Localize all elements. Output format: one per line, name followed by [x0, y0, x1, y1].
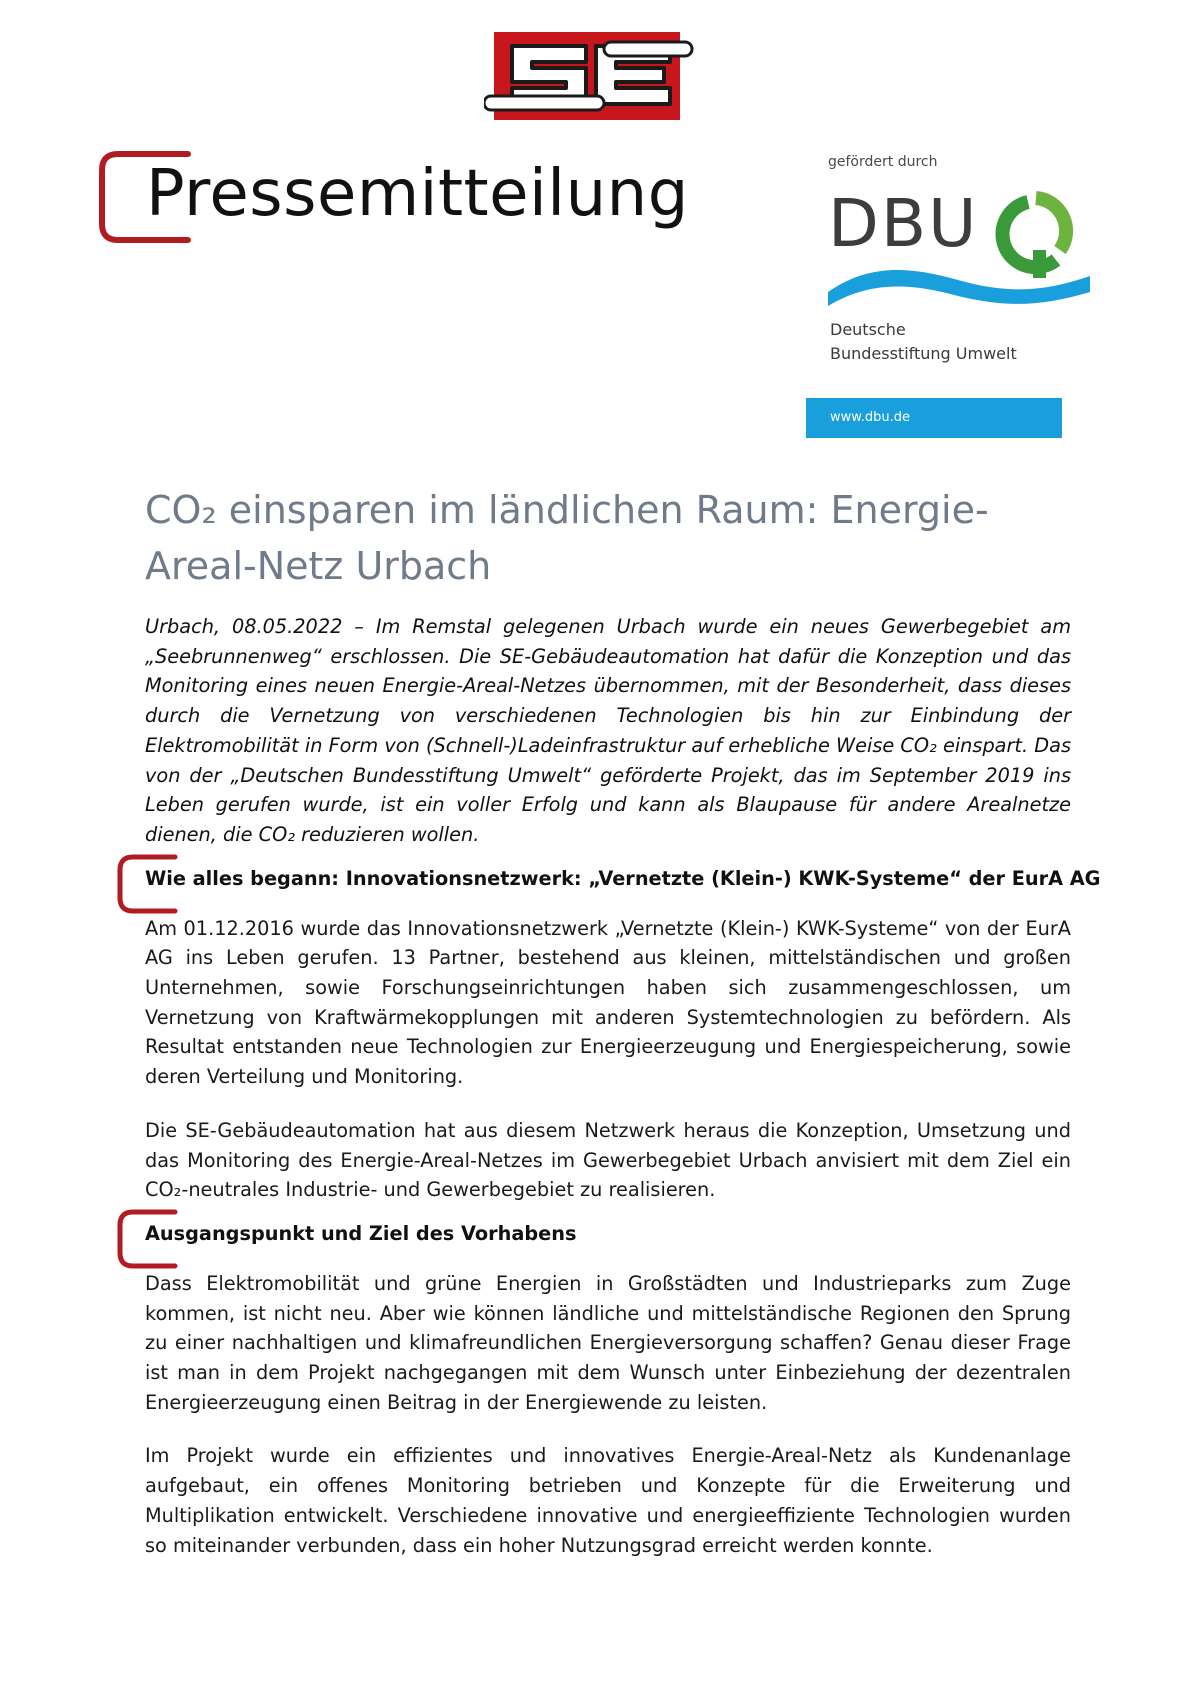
section-bracket-icon [115, 852, 179, 916]
dbu-name-line1: Deutsche [830, 320, 906, 339]
section-title: Wie alles begann: Innovationsnetzwerk: „Vernetzte (Klein-) KWK-Systeme“ der EurA AG [145, 866, 1101, 890]
article-body [145, 612, 1101, 1560]
section-paragraph: Im Projekt wurde ein effizientes und innovatives Energie-Areal-Netz als Kundenanlage aufgebaut, ein offenes Monitoring betrieben und Konzepte für die Erweiterung und Multiplikation entwickelt. Verschiedene innovative und energieeffiziente Technologien wurden so miteinander verbunden, dass ein hoher Nutzungsgrad erreicht werden konnte. [145, 1444, 1071, 1557]
funding-caption: gefördert durch [828, 154, 938, 170]
section-starting-point [145, 1219, 1071, 1560]
intro-paragraph: Urbach, 08.05.2022 – Im Remstal gelegenen Urbach wurde ein neues Gewerbegebiet am „Seebrunnenweg“ erschlossen. Die SE-Gebäudeautomation hat dafür die Konzeption und das Monitoring eines neuen Energie-Areal-Netzes übernommen, mit der Besonderheit, dass dieses durch die Vernetzung von verschiedenen Technologien bis hin zur Einbindung der Elektromobilität in Form von (Schnell-)Ladeinfrastruktur auf erhebliche Weise CO₂ einspart. Das von der „Deutschen Bundesstiftung Umwelt“ geförderte Projekt, das im September 2019 ins Leben gerufen wurde, ist ein voller Erfolg und kann als Blaupause für andere Arealnetze dienen, die CO₂ reduzieren wollen. [145, 615, 1071, 846]
dbu-logo-text: DBU [828, 185, 979, 262]
dbu-funding-block [828, 150, 1090, 442]
press-release-label: Pressemitteilung [146, 157, 689, 231]
section-how-it-began [145, 864, 1101, 1205]
se-logo-swoosh-top [604, 42, 692, 56]
dbu-leaf-icon [1003, 198, 1067, 278]
section-paragraph: Am 01.12.2016 wurde das Innovationsnetzwerk „Vernetzte (Klein-) KWK-Systeme“ von der EurA AG ins Leben gerufen. 13 Partner, bestehend aus kleinen, mittelständischen und großen Unternehmen, sowie Forschungseinrichtungen haben sich zusammengeschlossen, um Vernetzung von Kraftwärmekopplungen mit anderen Systemtechnologien zu befördern. Als Resultat entstanden neue Technologien zur Energieerzeugung und Energiespeicherung, sowie deren Verteilung und Monitoring. [145, 916, 1071, 1089]
section-paragraph: Dass Elektromobilität und grüne Energien in Großstädten und Industrieparks zum Zuge kommen, ist nicht neu. Aber wie können ländliche und mittelständische Regionen den Sprung zu einer nachhaltigen und klimafreundlichen Energieversorgung schaffen? Genau dieser Frage ist man in dem Projekt nachgegangen mit dem Wunsch unter Einbeziehung der dezentralen Energieerzeugung einen Beitrag in der Energiewende zu leisten. [145, 1271, 1071, 1414]
dbu-website-link[interactable]: www.dbu.de [806, 398, 1062, 438]
dbu-name-line2: Bundesstiftung Umwelt [830, 344, 1017, 363]
se-logo-text: SE [484, 32, 486, 33]
se-logo [484, 32, 694, 120]
dbu-wave-icon [828, 270, 1090, 306]
se-logo-swoosh-bottom [484, 96, 604, 110]
dbu-full-name [830, 318, 1017, 366]
section-title: Ausgangspunkt und Ziel des Vorhabens [145, 1221, 577, 1245]
article-headline: CO₂ einsparen im ländlichen Raum: Energie-Areal-Netz Urbach [145, 488, 989, 588]
section-bracket-icon [115, 1207, 179, 1271]
section-paragraph: Die SE-Gebäudeautomation hat aus diesem Netzwerk heraus die Konzeption, Umsetzung und das Monitoring des Energie-Areal-Netzes im Gewerbegebiet Urbach anvisiert mit dem Ziel ein CO₂-neutrales Industrie- und Gewerbegebiet zu realisieren. [145, 1118, 1071, 1202]
